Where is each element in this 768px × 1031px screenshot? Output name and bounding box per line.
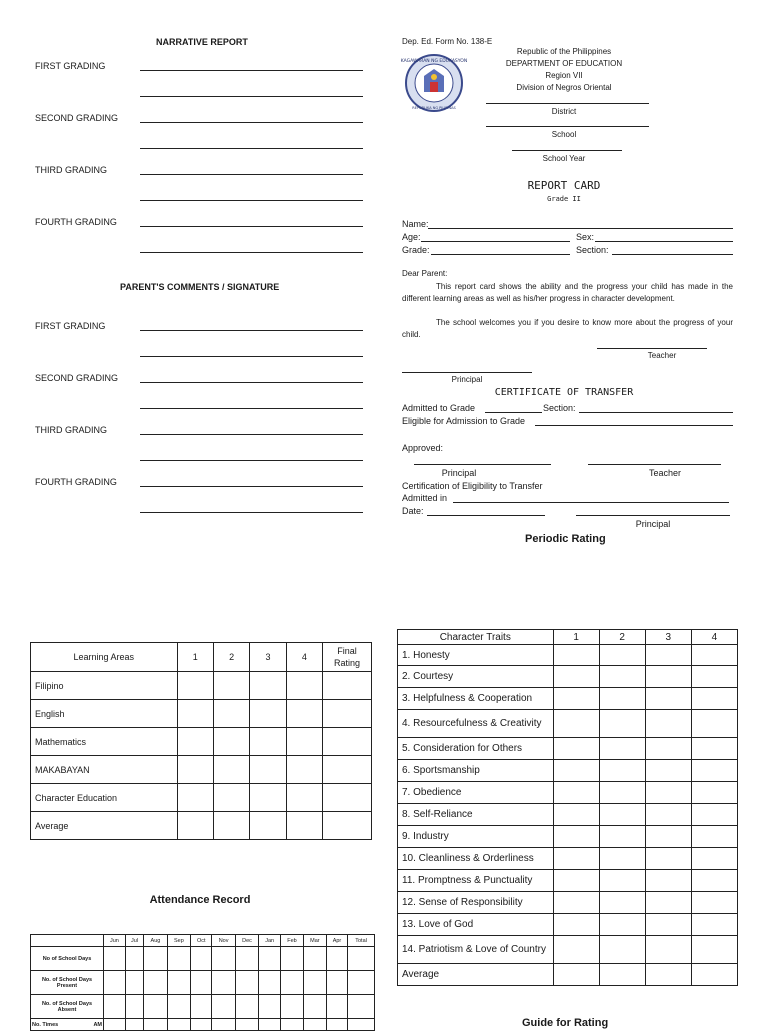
attendance-cell[interactable] bbox=[281, 1019, 304, 1031]
attendance-cell[interactable] bbox=[326, 947, 347, 971]
learning-header-q4: 4 bbox=[286, 643, 322, 672]
principal2-label: Principal bbox=[635, 519, 671, 529]
trait-cell[interactable] bbox=[691, 892, 737, 914]
grade-cell[interactable] bbox=[250, 672, 286, 700]
attendance-cell[interactable] bbox=[144, 995, 167, 1019]
grade-cell[interactable] bbox=[250, 756, 286, 784]
attendance-row-label: No of School Days bbox=[31, 947, 104, 971]
principal-label: Principal bbox=[451, 375, 483, 384]
report-paragraph-2: The school welcomes you if you desire to know more about the progress of your child. bbox=[402, 318, 733, 339]
grade-cell[interactable] bbox=[177, 756, 213, 784]
cert-section-label: Section: bbox=[543, 403, 576, 413]
parents-title: PARENT'S COMMENTS / SIGNATURE bbox=[120, 282, 280, 292]
grade-cell[interactable] bbox=[177, 812, 213, 840]
grade-cell[interactable] bbox=[250, 812, 286, 840]
attendance-row-label: No. of School Days Present bbox=[31, 971, 104, 995]
trait-label: 6. Sportsmanship bbox=[398, 760, 554, 782]
narrative-line bbox=[140, 70, 363, 71]
trait-cell[interactable] bbox=[553, 710, 599, 738]
learning-row-label: English bbox=[31, 700, 178, 728]
grade-cell[interactable] bbox=[323, 700, 372, 728]
attendance-cell[interactable] bbox=[281, 971, 304, 995]
district-label: District bbox=[551, 107, 577, 116]
trait-cell[interactable] bbox=[599, 892, 645, 914]
attendance-row-label bbox=[31, 1019, 104, 1031]
trait-cell[interactable] bbox=[599, 936, 645, 964]
trait-cell[interactable] bbox=[645, 645, 691, 666]
narrative-title: NARRATIVE REPORT bbox=[156, 37, 248, 47]
month-header: Nov bbox=[212, 935, 235, 947]
approved-label: Approved: bbox=[402, 443, 444, 453]
attendance-cell[interactable] bbox=[125, 995, 143, 1019]
grade-cell[interactable] bbox=[213, 756, 249, 784]
eligible-field[interactable] bbox=[535, 425, 733, 426]
teacher-signature-line bbox=[597, 348, 707, 349]
cert-teacher-label: Teacher bbox=[648, 468, 682, 478]
learning-row-label: MAKABAYAN bbox=[31, 756, 178, 784]
trait-cell[interactable] bbox=[691, 645, 737, 666]
trait-cell[interactable] bbox=[645, 738, 691, 760]
traits-header-q2: 2 bbox=[599, 630, 645, 645]
attendance-cell[interactable] bbox=[191, 1019, 212, 1031]
grade-cell[interactable] bbox=[213, 700, 249, 728]
admitted-in-label: Admitted in bbox=[402, 493, 448, 503]
attendance-cell[interactable] bbox=[104, 1019, 126, 1031]
month-header: Oct bbox=[191, 935, 212, 947]
parents-line bbox=[140, 408, 363, 409]
periodic-rating-title: Periodic Rating bbox=[525, 533, 606, 545]
trait-cell[interactable] bbox=[599, 964, 645, 986]
seal-text-bottom: REPUBLIKA NG PILIPINAS bbox=[412, 106, 456, 110]
month-header: Apr bbox=[326, 935, 347, 947]
grade-cell[interactable] bbox=[250, 700, 286, 728]
grade-cell[interactable] bbox=[177, 784, 213, 812]
principal2-line bbox=[576, 515, 730, 516]
grade-cell[interactable] bbox=[286, 784, 322, 812]
attendance-cell[interactable] bbox=[326, 1019, 347, 1031]
trait-cell[interactable] bbox=[553, 688, 599, 710]
narrative-third-grading: THIRD GRADING bbox=[35, 165, 107, 175]
grade-cell[interactable] bbox=[286, 756, 322, 784]
grade-cell[interactable] bbox=[323, 784, 372, 812]
school-year-label: School Year bbox=[542, 154, 586, 163]
grade-cell[interactable] bbox=[250, 728, 286, 756]
district-line bbox=[486, 103, 649, 104]
attendance-cell[interactable] bbox=[259, 995, 281, 1019]
attendance-cell[interactable] bbox=[167, 995, 190, 1019]
attendance-cell[interactable] bbox=[125, 1019, 143, 1031]
trait-cell[interactable] bbox=[691, 710, 737, 738]
attendance-cell[interactable] bbox=[125, 947, 143, 971]
grade-cell[interactable] bbox=[177, 728, 213, 756]
trait-cell[interactable] bbox=[645, 848, 691, 870]
trait-label: 5. Consideration for Others bbox=[398, 738, 554, 760]
times-label: No. Times bbox=[32, 1021, 59, 1028]
teacher-label: Teacher bbox=[647, 351, 677, 360]
seal-text-top: KAGAWARAN NG EDUKASYON bbox=[400, 59, 468, 64]
learning-header-q1: 1 bbox=[177, 643, 213, 672]
cert-principal-label: Principal bbox=[441, 468, 477, 478]
attendance-cell[interactable] bbox=[259, 947, 281, 971]
trait-cell[interactable] bbox=[553, 738, 599, 760]
trait-label: Average bbox=[398, 964, 554, 986]
trait-cell[interactable] bbox=[553, 826, 599, 848]
parents-second-grading: SECOND GRADING bbox=[35, 373, 119, 383]
learning-row-label: Average bbox=[31, 812, 178, 840]
trait-label: 1. Honesty bbox=[398, 645, 554, 666]
trait-cell[interactable] bbox=[553, 870, 599, 892]
attendance-cell[interactable] bbox=[281, 947, 304, 971]
grade-field[interactable] bbox=[431, 254, 570, 255]
attendance-cell[interactable] bbox=[235, 995, 258, 1019]
date-field[interactable] bbox=[427, 515, 545, 516]
grade-cell[interactable] bbox=[323, 756, 372, 784]
parents-line bbox=[140, 434, 363, 435]
learning-header-q3: 3 bbox=[250, 643, 286, 672]
attendance-cell[interactable] bbox=[235, 947, 258, 971]
cert-section-field[interactable] bbox=[579, 412, 733, 413]
grade-label: Grade: bbox=[402, 245, 430, 255]
attendance-cell[interactable] bbox=[212, 1019, 235, 1031]
admitted-in-field[interactable] bbox=[453, 502, 729, 503]
character-traits-table bbox=[397, 629, 738, 986]
attendance-cell[interactable] bbox=[212, 995, 235, 1019]
trait-label: 8. Self-Reliance bbox=[398, 804, 554, 826]
region-text: Region VII bbox=[545, 71, 583, 80]
attendance-cell[interactable] bbox=[281, 995, 304, 1019]
learning-header-q2: 2 bbox=[213, 643, 249, 672]
attendance-cell[interactable] bbox=[235, 1019, 258, 1031]
narrative-line bbox=[140, 96, 363, 97]
trait-cell[interactable] bbox=[553, 914, 599, 936]
attendance-cell[interactable] bbox=[104, 971, 126, 995]
grade-cell[interactable] bbox=[286, 700, 322, 728]
trait-cell[interactable] bbox=[691, 964, 737, 986]
learning-header-area: Learning Areas bbox=[31, 643, 178, 672]
attendance-cell[interactable] bbox=[104, 995, 126, 1019]
trait-cell[interactable] bbox=[645, 688, 691, 710]
parents-line bbox=[140, 486, 363, 487]
month-header: Sep bbox=[167, 935, 190, 947]
trait-cell[interactable] bbox=[599, 848, 645, 870]
parents-first-grading: FIRST GRADING bbox=[35, 321, 106, 331]
trait-cell[interactable] bbox=[691, 804, 737, 826]
trait-cell[interactable] bbox=[599, 688, 645, 710]
dear-parent: Dear Parent: bbox=[402, 269, 448, 278]
deped-seal-icon bbox=[400, 54, 468, 112]
learning-row-label: Character Education bbox=[31, 784, 178, 812]
grade-cell[interactable] bbox=[177, 672, 213, 700]
admitted-grade-field[interactable] bbox=[485, 412, 542, 413]
parents-line bbox=[140, 460, 363, 461]
month-header: Jun bbox=[104, 935, 126, 947]
trait-cell[interactable] bbox=[645, 892, 691, 914]
parents-fourth-grading: FOURTH GRADING bbox=[35, 477, 117, 487]
attendance-table bbox=[30, 934, 375, 1031]
grade-cell[interactable] bbox=[213, 672, 249, 700]
trait-label: 14. Patriotism & Love of Country bbox=[398, 936, 554, 964]
attendance-cell[interactable] bbox=[125, 971, 143, 995]
trait-cell[interactable] bbox=[553, 964, 599, 986]
trait-label: 7. Obedience bbox=[398, 782, 554, 804]
attendance-cell[interactable] bbox=[235, 971, 258, 995]
trait-cell[interactable] bbox=[691, 666, 737, 688]
month-header: Aug bbox=[144, 935, 167, 947]
trait-cell[interactable] bbox=[599, 826, 645, 848]
trait-cell[interactable] bbox=[691, 738, 737, 760]
trait-cell[interactable] bbox=[599, 760, 645, 782]
narrative-second-grading: SECOND GRADING bbox=[35, 113, 119, 123]
admitted-grade-label: Admitted to Grade bbox=[402, 403, 476, 413]
trait-label: 3. Helpfulness & Cooperation bbox=[398, 688, 554, 710]
trait-cell[interactable] bbox=[553, 782, 599, 804]
trait-cell[interactable] bbox=[691, 848, 737, 870]
grade-cell[interactable] bbox=[250, 784, 286, 812]
month-header: Dec bbox=[235, 935, 258, 947]
name-label: Name: bbox=[402, 219, 429, 229]
month-header: Total bbox=[348, 935, 375, 947]
trait-cell[interactable] bbox=[645, 964, 691, 986]
attendance-corner bbox=[31, 935, 104, 947]
trait-cell[interactable] bbox=[645, 760, 691, 782]
trait-cell[interactable] bbox=[553, 666, 599, 688]
learning-row-label: Filipino bbox=[31, 672, 178, 700]
learning-areas-table bbox=[30, 642, 372, 840]
trait-cell[interactable] bbox=[691, 936, 737, 964]
trait-cell[interactable] bbox=[691, 870, 737, 892]
trait-cell[interactable] bbox=[645, 782, 691, 804]
attendance-cell[interactable] bbox=[348, 971, 375, 995]
cert-eligibility-label: Certification of Eligibility to Transfer bbox=[402, 481, 543, 491]
trait-cell[interactable] bbox=[645, 826, 691, 848]
narrative-line bbox=[140, 226, 363, 227]
trait-cell[interactable] bbox=[599, 914, 645, 936]
trait-cell[interactable] bbox=[599, 782, 645, 804]
attendance-cell[interactable] bbox=[326, 995, 347, 1019]
division-text: Division of Negros Oriental bbox=[516, 83, 612, 92]
sex-field[interactable] bbox=[595, 241, 733, 242]
report-paragraph-1: This report card shows the ability and the progress your child has made in the different learning areas as well as his/her progress in character development. bbox=[402, 282, 733, 303]
attendance-cell[interactable] bbox=[144, 947, 167, 971]
month-header: Jul bbox=[125, 935, 143, 947]
narrative-line bbox=[140, 122, 363, 123]
trait-cell[interactable] bbox=[553, 804, 599, 826]
trait-cell[interactable] bbox=[691, 760, 737, 782]
narrative-line bbox=[140, 174, 363, 175]
trait-label: 10. Cleanliness & Orderliness bbox=[398, 848, 554, 870]
trait-cell[interactable] bbox=[691, 688, 737, 710]
attendance-cell[interactable] bbox=[191, 947, 212, 971]
trait-cell[interactable] bbox=[553, 645, 599, 666]
grade-cell[interactable] bbox=[286, 672, 322, 700]
trait-label: 11. Promptness & Punctuality bbox=[398, 870, 554, 892]
age-field[interactable] bbox=[421, 241, 570, 242]
attendance-cell[interactable] bbox=[212, 947, 235, 971]
parents-line bbox=[140, 512, 363, 513]
section-label: Section: bbox=[576, 245, 609, 255]
grade-cell[interactable] bbox=[286, 812, 322, 840]
republic-text: Republic of the Philippines bbox=[516, 47, 612, 56]
attendance-cell[interactable] bbox=[348, 995, 375, 1019]
trait-cell[interactable] bbox=[553, 760, 599, 782]
trait-label: 2. Courtesy bbox=[398, 666, 554, 688]
school-label: School bbox=[551, 130, 577, 139]
attendance-cell[interactable] bbox=[259, 971, 281, 995]
attendance-row-label: No. of School Days Absent bbox=[31, 995, 104, 1019]
attendance-cell[interactable] bbox=[212, 971, 235, 995]
eligible-label: Eligible for Admission to Grade bbox=[402, 416, 526, 426]
grade-cell[interactable] bbox=[323, 812, 372, 840]
traits-header-q4: 4 bbox=[691, 630, 737, 645]
trait-cell[interactable] bbox=[645, 870, 691, 892]
parents-line bbox=[140, 382, 363, 383]
month-header: Mar bbox=[303, 935, 326, 947]
attendance-cell[interactable] bbox=[326, 971, 347, 995]
grade-cell[interactable] bbox=[323, 672, 372, 700]
attendance-cell[interactable] bbox=[191, 995, 212, 1019]
traits-header-name: Character Traits bbox=[398, 630, 554, 645]
trait-cell[interactable] bbox=[645, 914, 691, 936]
narrative-line bbox=[140, 252, 363, 253]
trait-cell[interactable] bbox=[599, 645, 645, 666]
grade-cell[interactable] bbox=[323, 728, 372, 756]
grade-cell[interactable] bbox=[213, 812, 249, 840]
section-field[interactable] bbox=[612, 254, 733, 255]
am-label: AM bbox=[93, 1021, 102, 1028]
form-number: Dep. Ed. Form No. 138-E bbox=[402, 37, 493, 46]
sex-label: Sex: bbox=[576, 232, 595, 242]
attendance-cell[interactable] bbox=[348, 1019, 375, 1031]
trait-cell[interactable] bbox=[599, 710, 645, 738]
trait-cell[interactable] bbox=[691, 782, 737, 804]
report-card-title: REPORT CARD bbox=[527, 179, 601, 192]
department-text: DEPARTMENT OF EDUCATION bbox=[505, 59, 623, 68]
attendance-cell[interactable] bbox=[144, 971, 167, 995]
learning-row-label: Mathematics bbox=[31, 728, 178, 756]
attendance-cell[interactable] bbox=[104, 947, 126, 971]
trait-cell[interactable] bbox=[599, 738, 645, 760]
attendance-title: Attendance Record bbox=[149, 894, 251, 906]
month-header: Feb bbox=[281, 935, 304, 947]
narrative-fourth-grading: FOURTH GRADING bbox=[35, 217, 117, 227]
attendance-cell[interactable] bbox=[167, 1019, 190, 1031]
grade-cell[interactable] bbox=[177, 700, 213, 728]
trait-cell[interactable] bbox=[645, 710, 691, 738]
attendance-cell[interactable] bbox=[303, 1019, 326, 1031]
narrative-first-grading: FIRST GRADING bbox=[35, 61, 106, 71]
trait-cell[interactable] bbox=[645, 936, 691, 964]
attendance-cell[interactable] bbox=[167, 947, 190, 971]
guide-for-rating-title: Guide for Rating bbox=[522, 1017, 609, 1029]
school-year-line bbox=[512, 150, 622, 151]
trait-label: 4. Resourcefulness & Creativity bbox=[398, 710, 554, 738]
grade-cell[interactable] bbox=[213, 728, 249, 756]
trait-cell[interactable] bbox=[691, 826, 737, 848]
trait-cell[interactable] bbox=[691, 914, 737, 936]
trait-cell[interactable] bbox=[553, 936, 599, 964]
grade-cell[interactable] bbox=[286, 728, 322, 756]
narrative-line bbox=[140, 148, 363, 149]
parents-line bbox=[140, 330, 363, 331]
attendance-cell[interactable] bbox=[191, 971, 212, 995]
trait-label: 13. Love of God bbox=[398, 914, 554, 936]
principal-signature-line bbox=[402, 372, 532, 373]
attendance-cell[interactable] bbox=[144, 1019, 167, 1031]
trait-cell[interactable] bbox=[645, 804, 691, 826]
traits-header-q1: 1 bbox=[553, 630, 599, 645]
cert-teacher-line bbox=[588, 464, 721, 465]
trait-label: 9. Industry bbox=[398, 826, 554, 848]
parents-line bbox=[140, 356, 363, 357]
trait-cell[interactable] bbox=[599, 666, 645, 688]
parents-third-grading: THIRD GRADING bbox=[35, 425, 107, 435]
school-line bbox=[486, 126, 649, 127]
attendance-cell[interactable] bbox=[303, 971, 326, 995]
attendance-cell[interactable] bbox=[167, 971, 190, 995]
cert-principal-line bbox=[414, 464, 551, 465]
trait-cell[interactable] bbox=[553, 848, 599, 870]
grade-cell[interactable] bbox=[213, 784, 249, 812]
narrative-line bbox=[140, 200, 363, 201]
trait-cell[interactable] bbox=[645, 666, 691, 688]
learning-header-final: Final Rating bbox=[323, 643, 372, 672]
age-label: Age: bbox=[402, 232, 421, 242]
date-label: Date: bbox=[402, 506, 424, 516]
attendance-cell[interactable] bbox=[303, 995, 326, 1019]
attendance-cell[interactable] bbox=[348, 947, 375, 971]
trait-label: 12. Sense of Responsibility bbox=[398, 892, 554, 914]
report-card-grade: Grade II bbox=[547, 195, 581, 203]
trait-cell[interactable] bbox=[553, 892, 599, 914]
month-header: Jan bbox=[259, 935, 281, 947]
certificate-title: CERTIFICATE OF TRANSFER bbox=[494, 387, 634, 398]
traits-header-q3: 3 bbox=[645, 630, 691, 645]
attendance-cell[interactable] bbox=[303, 947, 326, 971]
trait-cell[interactable] bbox=[599, 870, 645, 892]
attendance-cell[interactable] bbox=[259, 1019, 281, 1031]
trait-cell[interactable] bbox=[599, 804, 645, 826]
name-field[interactable] bbox=[428, 228, 733, 229]
